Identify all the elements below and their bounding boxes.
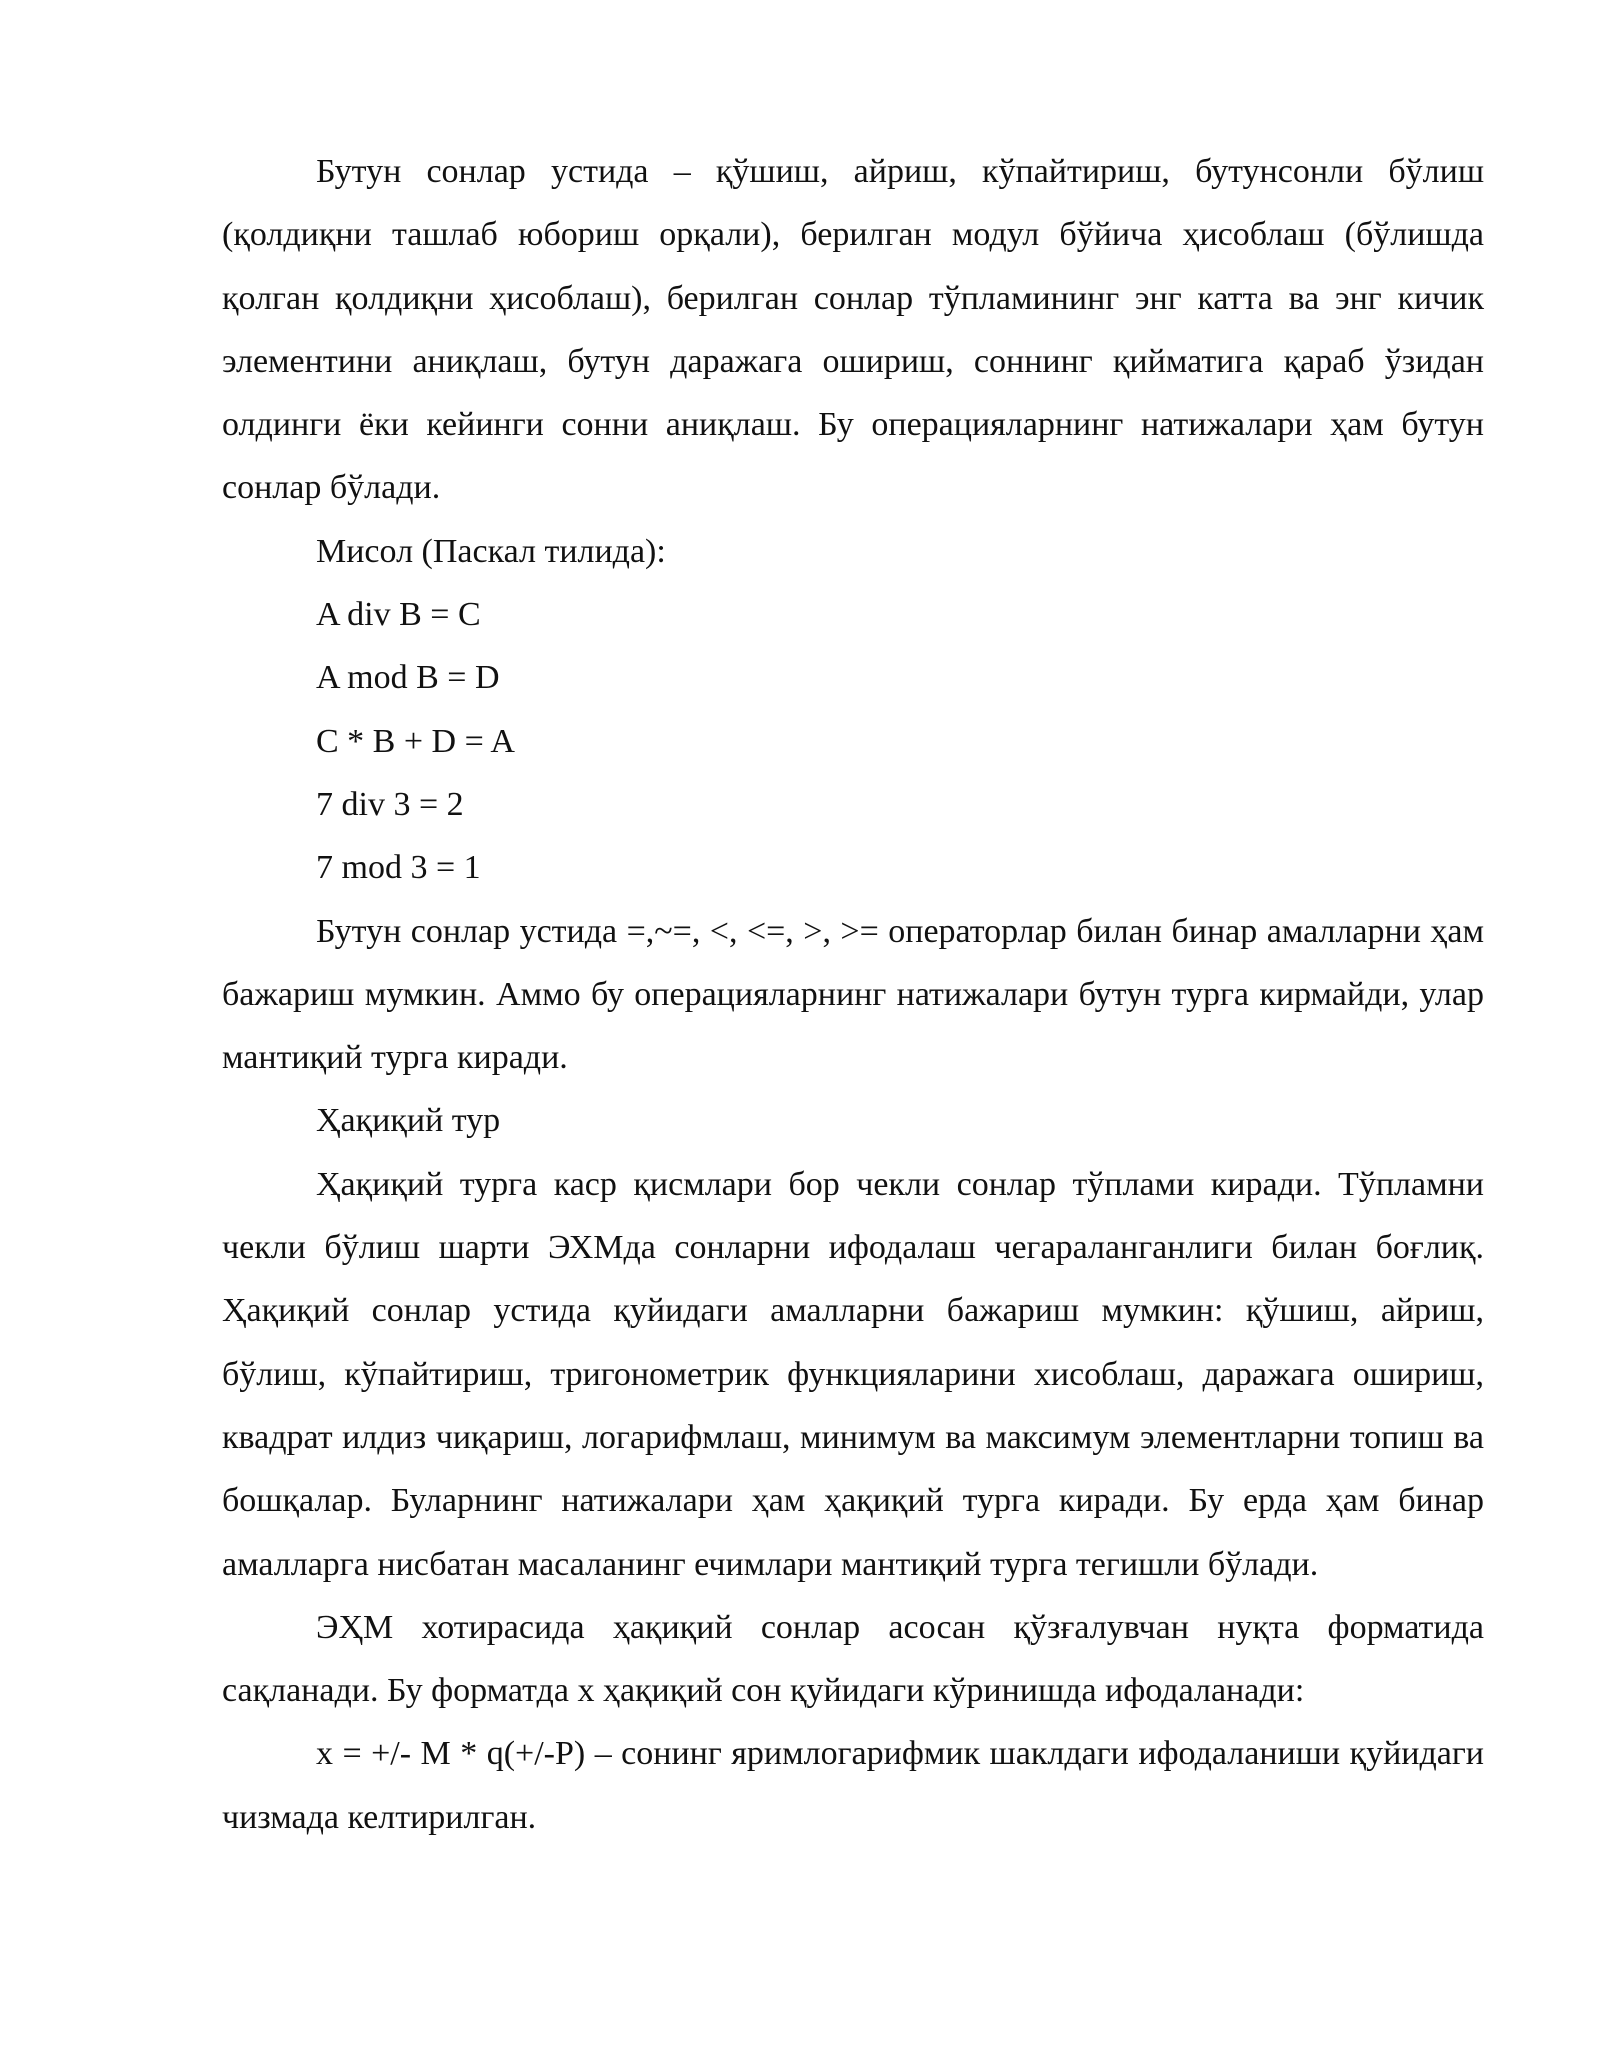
code-line-mod: A mod B = D bbox=[316, 659, 500, 697]
section-heading-real-type: Ҳақиқий тур bbox=[316, 1102, 501, 1140]
code-line-identity: C * B + D = A bbox=[316, 722, 515, 760]
paragraph-real-type: Ҳақиқий турга каср қисмлари бор чекли сонлар тўплами киради. Тўпламни чекли бўлиш шарти ЭХМда сонларни ифодалаш чегараланганлиги билан боғлиқ. Ҳақиқий сонлар устида қуйидаги амалларни бажариш мумкин: қўшиш, айриш, бўлиш, кўпайтириш, тригонометрик функцияларини хисоблаш, даражага ошириш, квадрат илдиз чиқариш, логарифмлаш, минимум ва максимум элементларни топиш ва бошқалар. Буларнинг натижалари ҳам ҳақиқий турга киради. Бу ерда ҳам бинар амалларга нисбатан масаланинг ечимлари мантиқий турга тегишли бўлади. bbox=[222, 1165, 1484, 1583]
example-heading: Мисол (Паскал тилида): bbox=[316, 532, 666, 570]
code-line-mod-example: 7 mod 3 = 1 bbox=[316, 849, 481, 887]
paragraph-formula: x = +/- M * q(+/-P) – сонинг яримлогарифмик шаклдаги ифодаланиши қуйидаги чизмада келтирилган. bbox=[222, 1735, 1484, 1836]
code-line-div-example: 7 div 3 = 2 bbox=[316, 785, 464, 823]
paragraph-floating-point: ЭҲМ хотирасида ҳақиқий сонлар асосан қўзғалувчан нуқта форматида сақланади. Бу форматда х ҳақиқий сон қуйидаги кўринишда ифодаланади: bbox=[222, 1608, 1484, 1710]
paragraph-comparison-operators: Бутун сонлар устида =,~=, <, <=, >, >= операторлар билан бинар амалларни ҳам бажариш мумкин. Аммо бу операцияларнинг натижалари бутун турга кирмайди, улар мантиқий турга киради. bbox=[222, 912, 1484, 1077]
paragraph-integer-operations: Бутун сонлар устида – қўшиш, айриш, кўпайтириш, бутунсонли бўлиш (қолдиқни ташлаб юбориш орқали), берилган модул бўйича ҳисоблаш (бўлишда қолган қолдиқни ҳисоблаш), берилган сонлар тўпламининг энг катта ва энг кичик элементини аниқлаш, бутун даражага ошириш, соннинг қийматига қараб ўзидан олдинги ёки кейинги сонни аниқлаш. Бу операцияларнинг натижалари ҳам бутун сонлар бўлади. bbox=[222, 153, 1484, 507]
code-line-div: A div B = C bbox=[316, 596, 481, 634]
document-page bbox=[222, 140, 1484, 1849]
